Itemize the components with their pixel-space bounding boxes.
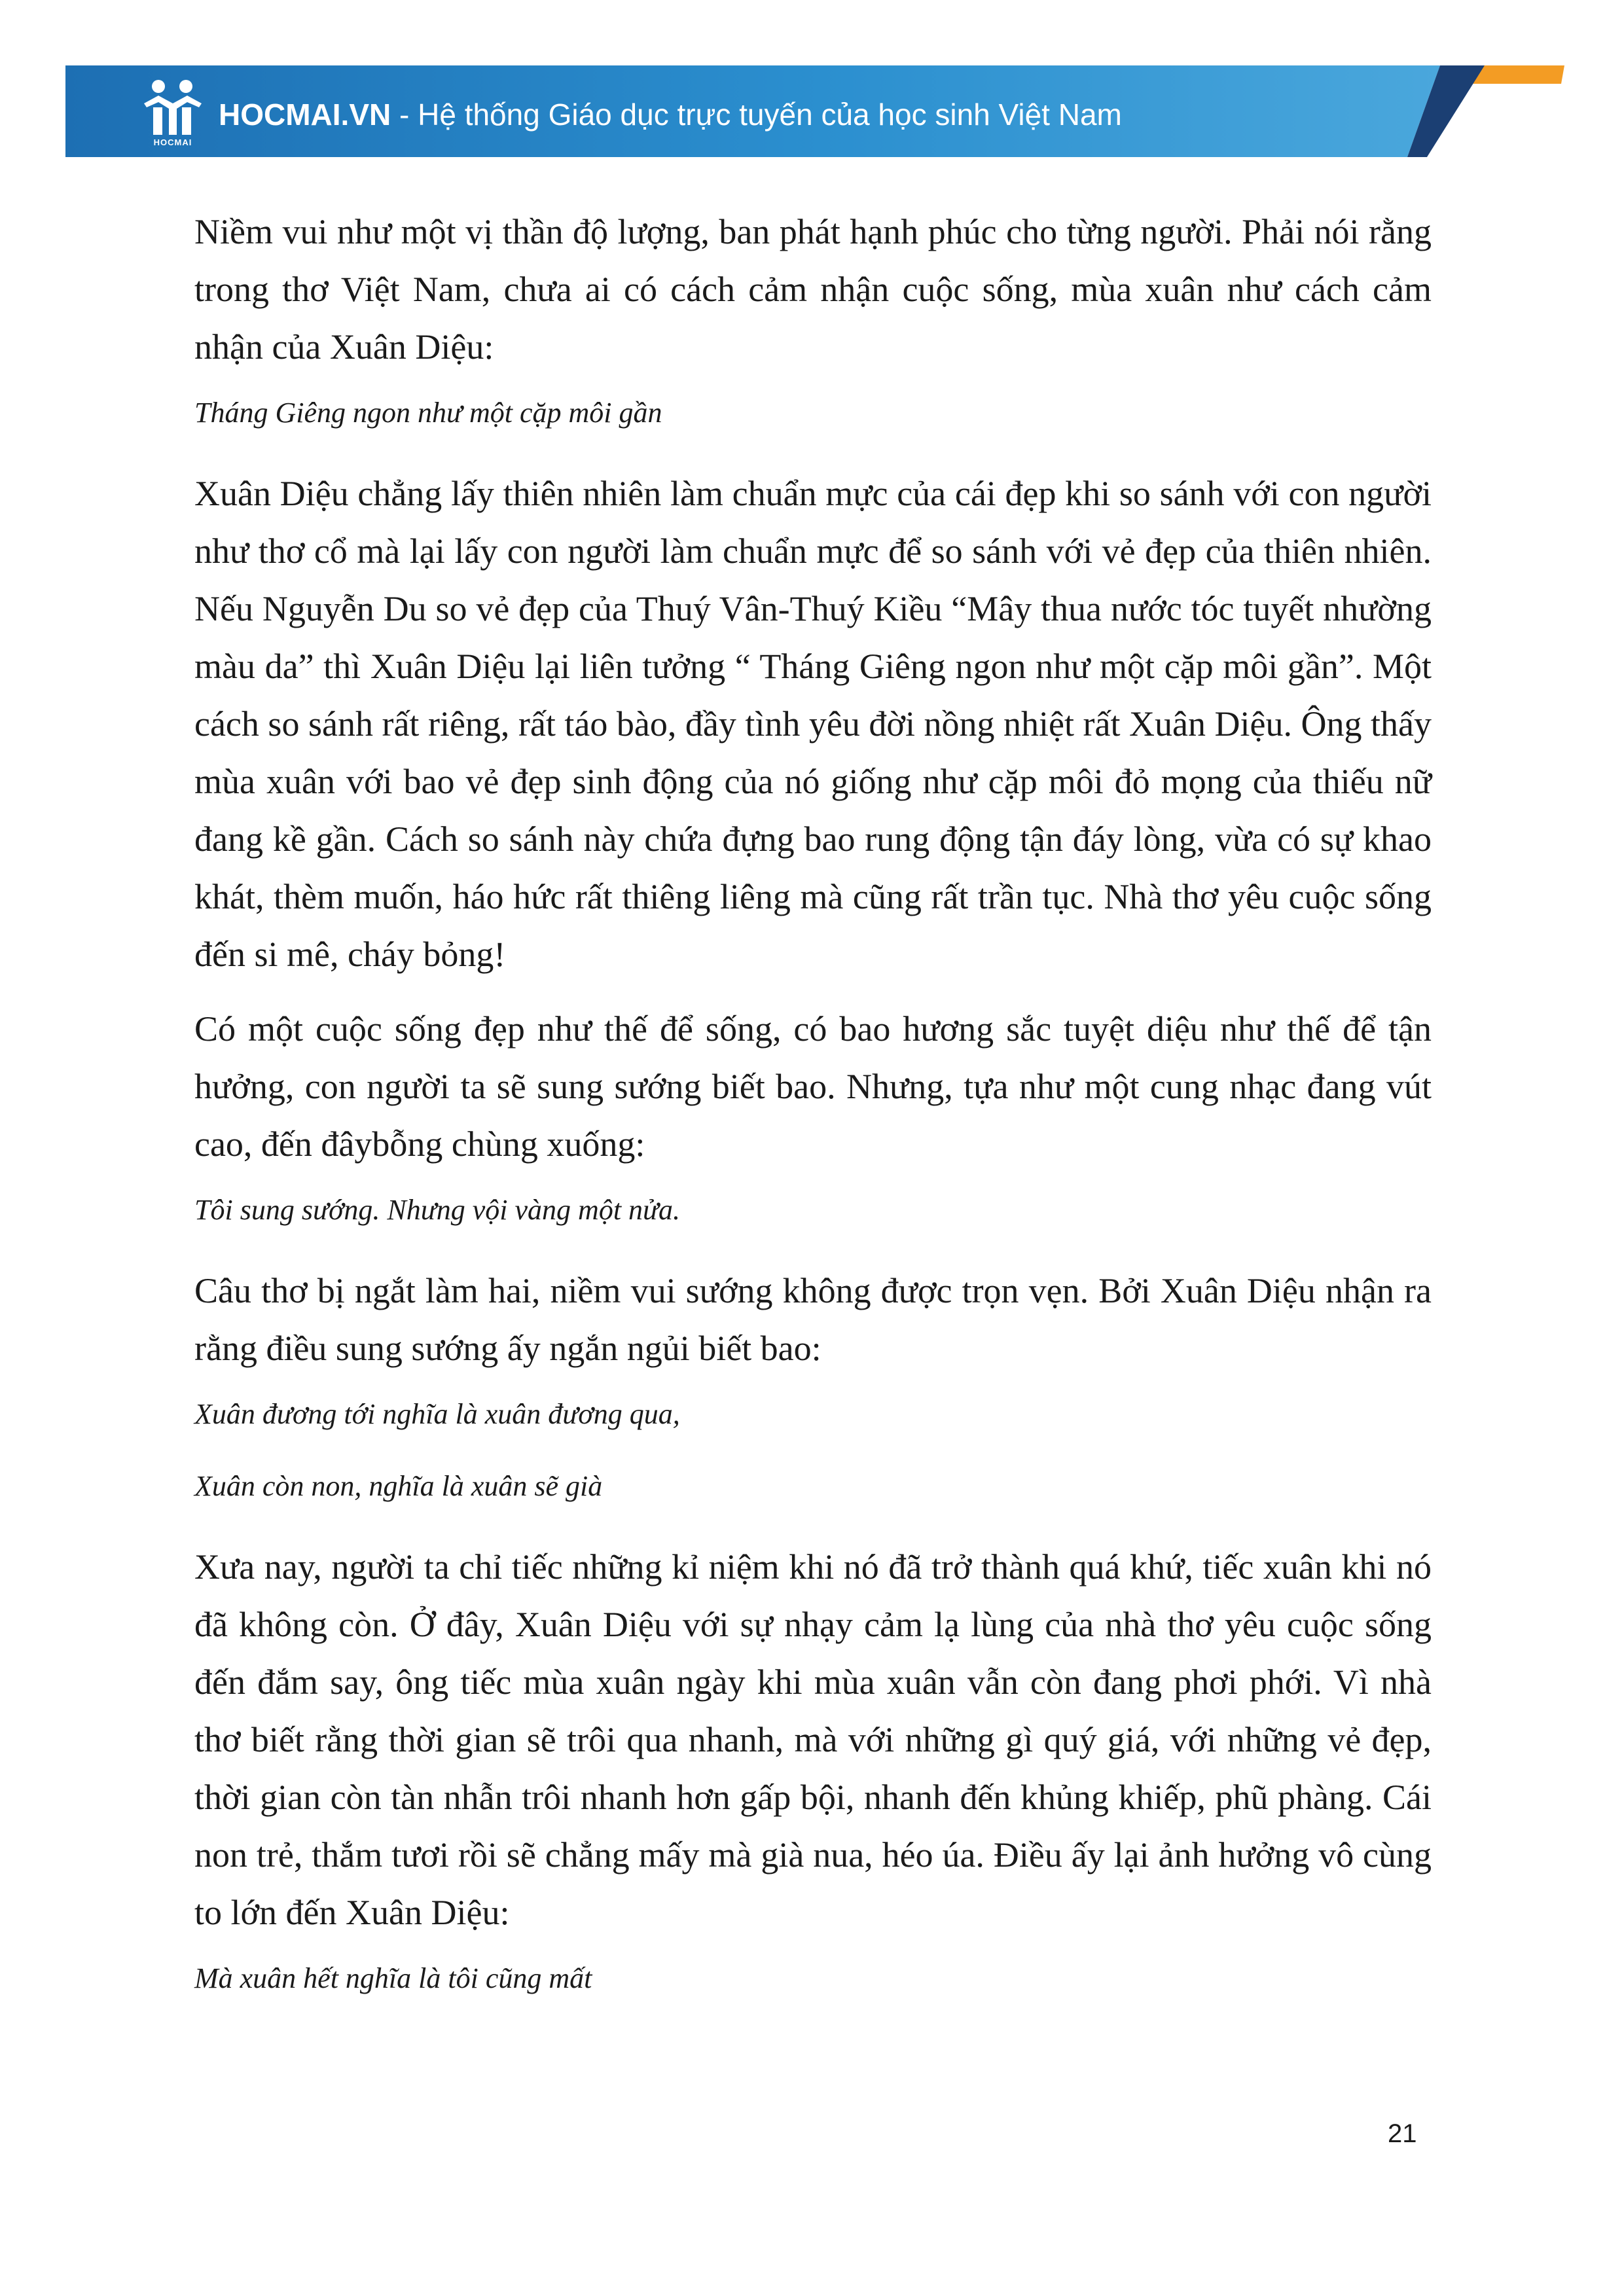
paragraph: Xưa nay, người ta chỉ tiếc những kỉ niệm khi nó đã trở thành quá khứ, tiếc xuân khi nó đã không còn. Ở đây, Xuân Diệu với sự nhạy cảm lạ lùng của nhà thơ yêu cuộc sống đến đắm say, ông tiếc mùa xuân ngày khi mùa xuân vẫn còn đang phơi phới. Vì nhà thơ biết rằng thời gian sẽ trôi qua nhanh, mà với những gì quý giá, với những vẻ đẹp, thời gian còn tàn nhẫn trôi nhanh hơn gấp bội, nhanh đến khủng khiếp, phũ phàng. Cái non trẻ, thắm tươi rồi sẽ chẳng mấy mà già nua, héo úa. Điều ấy lại ảnh hưởng vô cùng to lớn đến Xuân Diệu: (194, 1547, 1432, 1932)
banner-graphic (0, 0, 1624, 170)
logo-caption: HOCMAI (153, 137, 192, 147)
hocmai-logo[interactable] (139, 77, 207, 154)
verse-line: Mà xuân hết nghĩa là tôi cũng mất (194, 1962, 592, 1994)
verse-line: Xuân đương tới nghĩa là xuân đương qua, (194, 1398, 680, 1430)
paragraph: Niềm vui như một vị thần độ lượng, ban phát hạnh phúc cho từng người. Phải nói rằng trong thơ Việt Nam, chưa ai có cách cảm nhận cuộc sống, mùa xuân như cách cảm nhận của Xuân Diệu: (194, 212, 1432, 367)
paragraph: Xuân Diệu chẳng lấy thiên nhiên làm chuẩn mực của cái đẹp khi so sánh với con người như thơ cổ mà lại lấy con người làm chuẩn mực để so sánh với vẻ đẹp của thiên nhiên. Nếu Nguyễn Du so vẻ đẹp của Thuý Vân-Thuý Kiều “Mây thua nước tóc tuyết nhường màu da” thì Xuân Diệu lại liên tưởng “ Tháng Giêng ngon như một cặp môi gần”. Một cách so sánh rất riêng, rất táo bào, đầy tình yêu đời nồng nhiệt rất Xuân Diệu. Ông thấy mùa xuân với bao vẻ đẹp sinh động của nó giống như cặp môi đỏ mọng của thiếu nữ đang kề gần. Cách so sánh này chứa đựng bao rung động tận đáy lòng, vừa có sự khao khát, thèm muốn, háo hức rất thiêng liêng mà cũng rất trần tục. Nhà thơ yêu cuộc sống đến si mê, cháy bỏng! (194, 474, 1432, 974)
paragraph: Có một cuộc sống đẹp như thế để sống, có bao hương sắc tuyệt diệu như thế để tận hưởng, con người ta sẽ sung sướng biết bao. Nhưng, tựa như một cung nhạc đang vút cao, đến đâybỗng chùng xuống: (194, 1009, 1432, 1164)
document-body (194, 203, 1432, 2030)
brand-name[interactable]: HOCMAI.VN (219, 98, 391, 132)
verse-line: Xuân còn non, nghĩa là xuân sẽ già (194, 1470, 603, 1502)
header-banner (0, 0, 1624, 170)
header-title (219, 97, 1122, 132)
verse-line: Tháng Giêng ngon như một cặp môi gần (194, 397, 662, 429)
logo-figures-icon (139, 77, 207, 137)
header-tagline: - Hệ thống Giáo dục trực tuyến của học sinh Việt Nam (391, 98, 1122, 132)
verse-line: Tôi sung sướng. Nhưng vội vàng một nửa. (194, 1194, 681, 1226)
paragraph: Câu thơ bị ngắt làm hai, niềm vui sướng không được trọn vẹn. Bởi Xuân Diệu nhận ra rằng điều sung sướng ấy ngắn ngủi biết bao: (194, 1271, 1432, 1368)
page-number: 21 (1388, 2119, 1417, 2148)
